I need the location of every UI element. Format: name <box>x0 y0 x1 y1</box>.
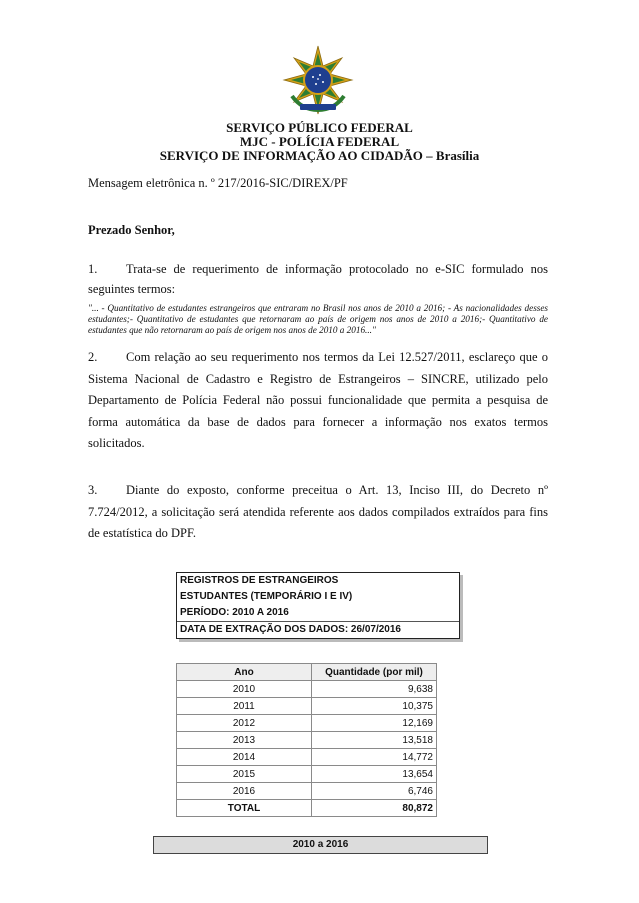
info-line: ESTUDANTES (TEMPORÁRIO I E IV) <box>180 591 353 602</box>
request-quote: "... - Quantitativo de estudantes estrangeiros que entraram no Brasil nos anos de 2010 a 2016; - As nacionalidades desses estudantes;- Quantitativo de estudantes que retornaram ao país de origem nos anos de 2010 a 2016;- Quantitativo de estudantes que não retornaram ao país de origem nos anos de 2010 a 2016..." <box>88 303 548 335</box>
paragraph-number: 2. <box>88 350 98 364</box>
quantity-cell: 13,518 <box>312 732 437 749</box>
message-reference: Mensagem eletrônica n. º 217/2016-SIC/DIREX/PF <box>88 176 348 190</box>
info-line: REGISTROS DE ESTRANGEIROS <box>180 575 339 586</box>
table-row <box>177 715 437 732</box>
period-bar: 2010 a 2016 <box>153 836 488 854</box>
table-row <box>177 698 437 715</box>
column-header: Ano <box>177 664 312 681</box>
header-line-2: MJC - POLÍCIA FEDERAL <box>239 134 400 149</box>
year-cell: 2011 <box>177 698 312 715</box>
paragraph-2 <box>88 347 548 455</box>
year-cell: 2012 <box>177 715 312 732</box>
paragraph-3 <box>88 480 548 545</box>
paragraph-number: 3. <box>88 483 98 497</box>
brazil-coat-of-arms-icon <box>282 44 354 116</box>
table-row <box>177 732 437 749</box>
table-total-row <box>177 800 437 817</box>
table-row <box>177 766 437 783</box>
paragraph-number: 1. <box>88 262 98 276</box>
students-table <box>176 663 437 817</box>
quantity-cell: 9,638 <box>312 681 437 698</box>
quantity-cell: 12,169 <box>312 715 437 732</box>
total-value: 80,872 <box>312 800 437 817</box>
paragraph-text: Com relação ao seu requerimento nos termos da Lei 12.527/2011, esclareço que o Sistema Nacional de Cadastro e Registro de Estrangeiros – SINCRE, utilizado pelo Departamento de Polícia Federal não possui funcionalidade que permita a pesquisa de forma automática da base de dados para fornecer a informação nos exatos termos solicitados. <box>88 350 548 450</box>
table-row <box>177 749 437 766</box>
header-line-3: SERVIÇO DE INFORMAÇÃO AO CIDADÃO – Brasília <box>159 148 480 163</box>
header-line-1: SERVIÇO PÚBLICO FEDERAL <box>226 120 413 135</box>
year-cell: 2016 <box>177 783 312 800</box>
paragraph-text: Trata-se de requerimento de informação protocolado no e-SIC formulado nos seguintes termos: <box>88 262 548 296</box>
column-header: Quantidade (por mil) <box>312 664 437 681</box>
paragraph-text: Diante do exposto, conforme preceitua o Art. 13, Inciso III, do Decreto nº 7.724/2012, a solicitação será atendida referente aos dados compilados extraídos para fins de estatística do DPF. <box>88 483 548 540</box>
quantity-cell: 6,746 <box>312 783 437 800</box>
total-label: TOTAL <box>177 800 312 817</box>
year-cell: 2014 <box>177 749 312 766</box>
quantity-cell: 10,375 <box>312 698 437 715</box>
info-box <box>176 572 460 639</box>
year-cell: 2010 <box>177 681 312 698</box>
year-cell: 2015 <box>177 766 312 783</box>
year-cell: 2013 <box>177 732 312 749</box>
quantity-cell: 13,654 <box>312 766 437 783</box>
greeting: Prezado Senhor, <box>88 223 175 237</box>
paragraph-1 <box>88 259 548 299</box>
info-line: PERÍODO: 2010 A 2016 <box>180 607 289 618</box>
table-row <box>177 783 437 800</box>
table-header-row <box>177 664 437 681</box>
quantity-cell: 14,772 <box>312 749 437 766</box>
table-row <box>177 681 437 698</box>
info-line: DATA DE EXTRAÇÃO DOS DADOS: 26/07/2016 <box>177 621 459 638</box>
